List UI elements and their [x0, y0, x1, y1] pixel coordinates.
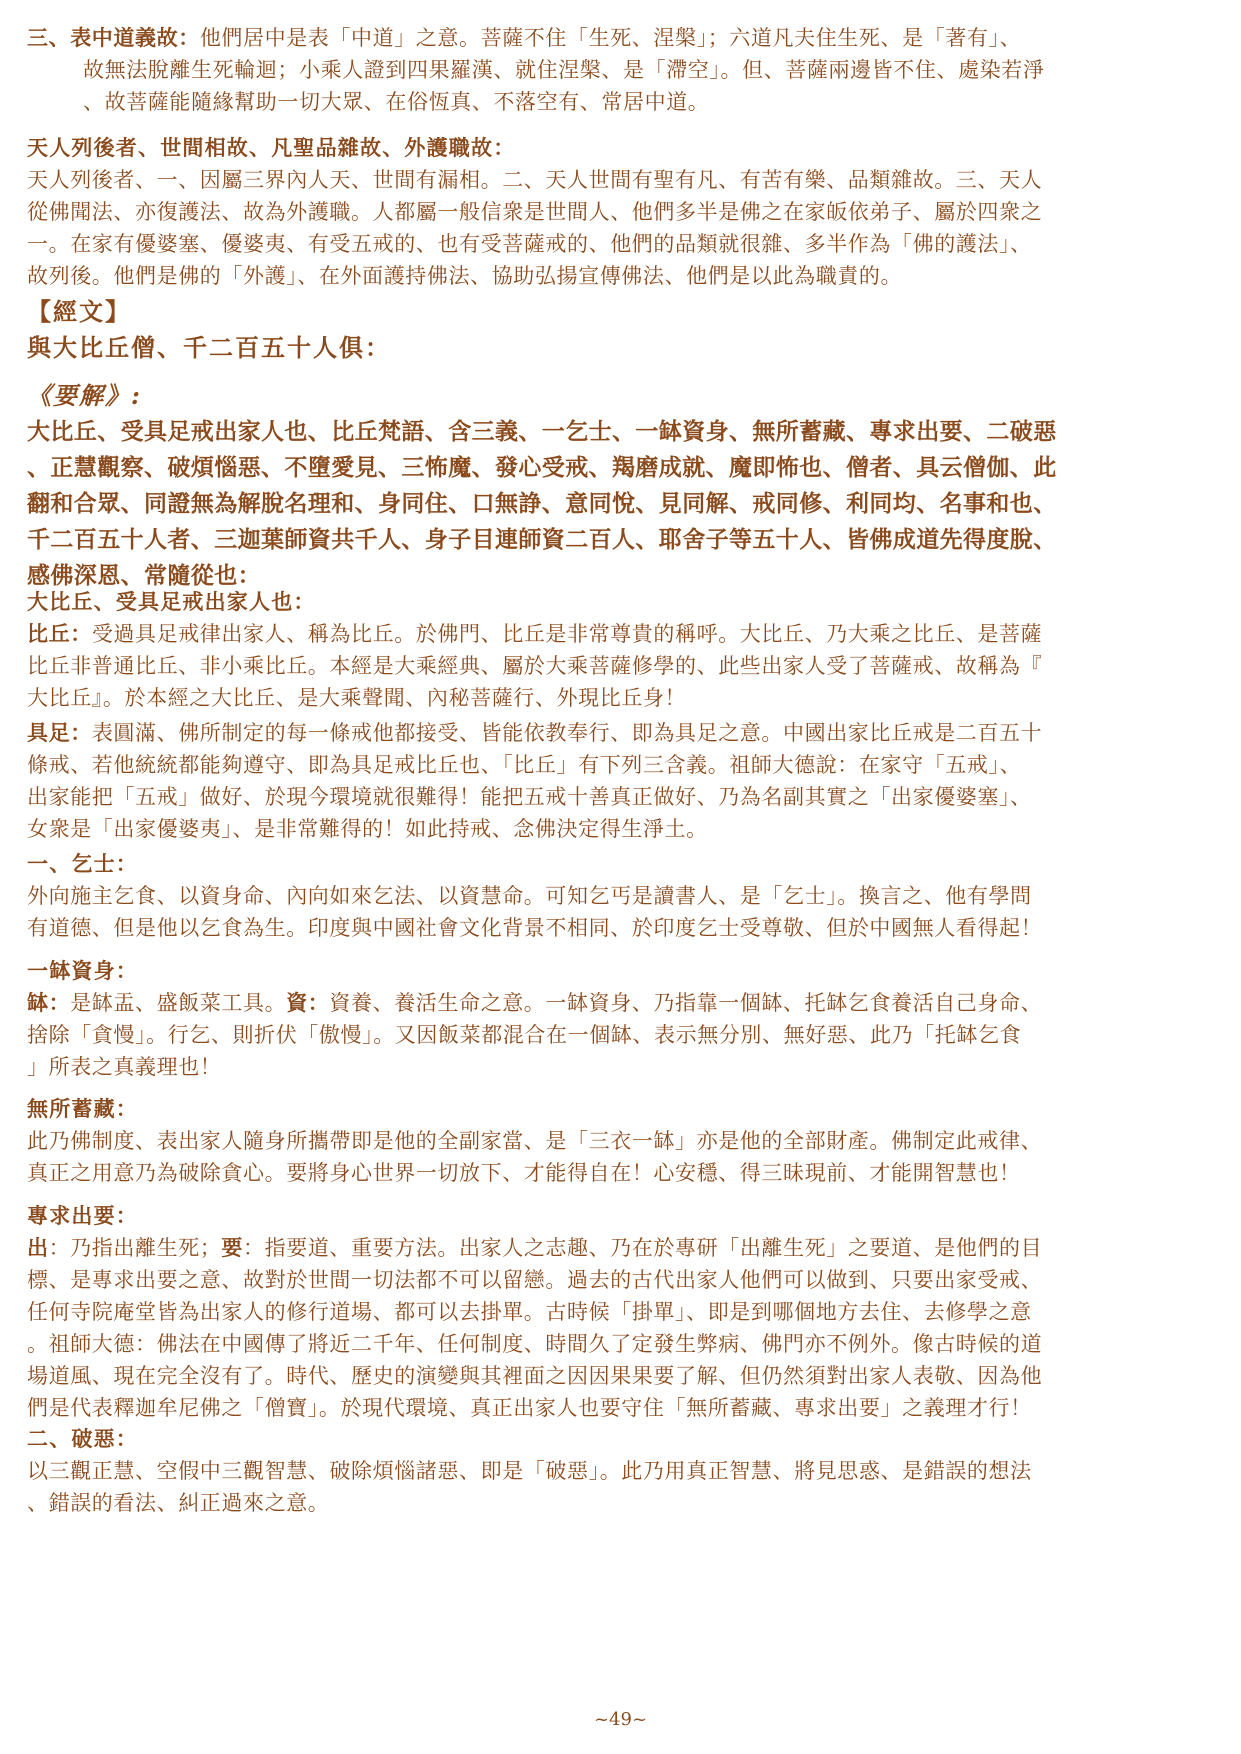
text-line: 一。在家有優婆塞、優婆夷、有受五戒的、也有受菩薩戒的、他們的品類就很雜、多半作為「佛的護法」、: [27, 232, 1032, 256]
text-line: 場道風、現在完全沒有了。時代、歷史的演變與其裡面之因因果果要了解、但仍然須對出家人表敬、因為他: [27, 1364, 1043, 1388]
text-line: 他們居中是表「中道」之意。菩薩不住「生死、涅槃」；六道凡夫住生死、是「著有」、: [199, 26, 1022, 50]
text-line: ：指要道、重要方法。出家人之志趣、乃在於專研「出離生死」之要道、是他們的目: [243, 1236, 1043, 1260]
text-line: 表圓滿、佛所制定的每一條戒他都接受、皆能依教奉行、即為具足之意。中國出家比丘戒是二百五十: [91, 721, 1043, 745]
text-line: ：乃指出離生死；: [48, 1236, 222, 1260]
text-line: 資養、養活生命之意。一缽資身、乃指靠一個缽、托缽乞食養活自己身命、: [329, 991, 1043, 1015]
text-line: 此乃佛制度、表出家人隨身所攜帶即是他的全副家當、是「三衣一缽」亦是他的全部財產。佛制定此戒律、: [27, 1129, 1043, 1153]
page-number: ~49~: [593, 1709, 648, 1730]
section-great-bhiksu: [27, 586, 1217, 714]
text-line: 、錯誤的看法、糾正過來之意。: [27, 1491, 330, 1515]
section-heading: 天人列後者、世間相故、凡聖品雜故、外護職故：: [27, 135, 516, 160]
section-heading: 無所蓄藏：: [27, 1096, 138, 1121]
section-one-bowl: [27, 955, 1217, 1083]
text-line: 從佛聞法、亦復護法、故為外護職。人都屬一般信衆是世間人、他們多半是佛之在家皈依弟子、屬於四衆之: [27, 200, 1043, 224]
text-line: 條戒、若他統統都能夠遵守、即為具足戒比丘也、「比丘」有下列三含義。祖師大德說：在家守「五戒」、: [27, 753, 1022, 777]
text-line: 比丘非普通比丘、非小乘比丘。本經是大乘經典、屬於大乘菩薩修學的、此些出家人受了菩薩戒、故稱為『: [27, 654, 1043, 678]
section-heading: 一缽資身：: [27, 958, 138, 983]
commentary-yaojie: [27, 378, 1217, 594]
section-break-evil: [27, 1423, 1217, 1519]
text-line: 外向施主乞食、以資身命、內向如來乞法、以資慧命。可知乞丐是讀書人、是「乞士」。換言之、他有學問: [27, 884, 1032, 908]
section-heading: 大比丘、受具足戒出家人也：: [27, 589, 316, 614]
term-label: 具足：: [27, 720, 92, 745]
text-line: 捨除「貪慢」。行乞、則折伏「傲慢」。又因飯菜都混合在一個缽、表示無分別、無好惡、此乃「托缽乞食: [27, 1023, 1022, 1047]
section-heading: 二、破惡：: [27, 1426, 138, 1451]
section-juzu: [27, 717, 1217, 845]
term-label: 要: [221, 1235, 244, 1260]
text-line: 故無法脫離生死輪迴；小乘人證到四果羅漢、就住涅槃、是「滯空」。但、菩薩兩邊皆不住、處染若淨: [83, 58, 1045, 82]
text-line: 真正之用意乃為破除貪心。要將身心世界一切放下、才能得自在！心安穩、得三昧現前、才能開智慧也！: [27, 1161, 1021, 1185]
text-line: 以三觀正慧、空假中三觀智慧、破除煩惱諸惡、即是「破惡」。此乃用真正智慧、將見思惑、是錯誤的想法: [27, 1459, 1032, 1483]
term-label: 缽：: [27, 990, 71, 1015]
text-line: 們是代表釋迦牟尼佛之「僧寶」。於現代環境、真正出家人也要守住「無所蓄藏、專求出要」之義理才行！: [27, 1396, 1032, 1420]
term-label: 比丘：: [27, 621, 92, 646]
text-line: 。祖師大德：佛法在中國傳了將近二千年、任何制度、時間久了定發生弊病、佛門亦不例外。像古時候的道: [27, 1332, 1043, 1356]
text-line: 天人列後者、一、因屬三界內人天、世間有漏相。二、天人世間有聖有凡、有苦有樂、品類雜故。三、天人: [27, 168, 1043, 192]
commentary-line: 千二百五十人者、三迦葉師資共千人、身子目連師資二百人、耶舍子等五十人、皆佛成道先得度脫、: [27, 526, 1057, 553]
sutra-text: [27, 294, 1217, 366]
text-line: 女衆是「出家優婆夷」、是非常難得的！如此持戒、念佛決定得生淨土。: [27, 817, 708, 841]
text-line: 出家能把「五戒」做好、於現今環境就很難得！能把五戒十善真正做好、乃為名副其實之「出家優婆塞」、: [27, 785, 1032, 809]
text-line: 標、是專求出要之意、故對於世間一切法都不可以留戀。過去的古代出家人他們可以做到、只要出家受戒、: [27, 1268, 1043, 1292]
term-label: 出: [27, 1235, 49, 1260]
text-line: 是缽盂、盛飯菜工具。: [70, 991, 287, 1015]
commentary-line: 感佛深恩、常隨從也：: [27, 562, 261, 589]
text-line: 受過具足戒律出家人、稱為比丘。於佛門、比丘是非常尊貴的稱呼。大比丘、乃大乘之比丘、是菩薩: [91, 622, 1043, 646]
text-line: 故列後。他們是佛的「外護」、在外面護持佛法、協助弘揚宣傳佛法、他們是以此為職責的。: [27, 264, 903, 288]
section-devas-listed-last: [27, 132, 1217, 292]
text-line: 」所表之真義理也！: [27, 1055, 222, 1079]
text-line: 任何寺院庵堂皆為出家人的修行道場、都可以去掛單。古時候「掛單」、即是到哪個地方去住、去修學之意: [27, 1300, 1032, 1324]
section-middle-way: [27, 22, 1217, 118]
term-label: 資：: [286, 990, 330, 1015]
commentary-label: 《要解》:: [27, 381, 142, 410]
sutra-line: 與大比丘僧、千二百五十人俱：: [27, 333, 391, 362]
section-heading: 一、乞士：: [27, 851, 138, 876]
commentary-line: 大比丘、受具足戒出家人也、比丘梵語、含三義、一乞士、一缽資身、無所蓄藏、專求出要、二破惡: [27, 418, 1057, 445]
section-seek-liberation: [27, 1200, 1217, 1424]
text-line: 大比丘』。於本經之大比丘、是大乘聲聞、內秘菩薩行、外現比丘身！: [27, 686, 687, 710]
commentary-line: 翻和合眾、同證無為解脫名理和、身同住、口無諍、意同悅、見同解、戒同修、利同均、名事和也、: [27, 490, 1057, 517]
section-qishi: [27, 848, 1217, 944]
commentary-line: 、正慧觀察、破煩惱惡、不墮愛見、三怖魔、發心受戒、羯磨成就、魔即怖也、僧者、具云僧伽、此: [27, 454, 1057, 481]
text-line: 有道德、但是他以乞食為生。印度與中國社會文化背景不相同、於印度乞士受尊敬、但於中國無人看得起！: [27, 916, 1043, 940]
sutra-label: 【經文】: [27, 297, 131, 326]
section-label: 三、表中道義故：: [27, 25, 200, 50]
section-heading: 專求出要：: [27, 1203, 138, 1228]
section-no-hoarding: [27, 1093, 1217, 1189]
text-line: 、故菩薩能隨緣幫助一切大眾、在俗恆真、不落空有、常居中道。: [83, 90, 710, 114]
